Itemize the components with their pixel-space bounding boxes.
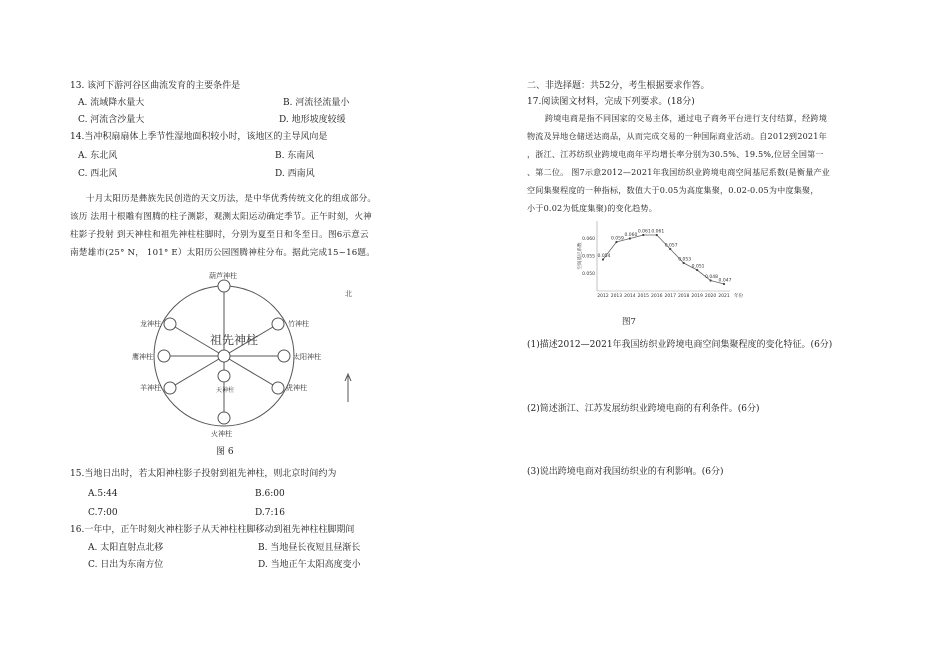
data-label: 0.054 [597,254,611,259]
pillar-right-mid [278,350,290,362]
pillar-center [218,350,230,362]
x-tick-label: 2020 [704,294,717,299]
data-label: 0.061 [651,229,665,235]
q13-stem: 13. 该河下游河谷区曲流发育的主要条件是 [70,81,241,91]
data-label: 0.051 [691,264,705,270]
center-pillar-label: 祖先神柱 [210,333,259,347]
x-tick-label: 2016 [651,294,663,299]
q15-stem: 15.当地日出时，若太阳神柱影子投射到祖先神柱，则北京时间约为 [70,469,337,479]
x-tick-label: 2013 [610,294,623,299]
q14-option-a: A. 东北风 [78,151,118,161]
figure-7-chart [575,213,755,303]
material-line: 跨境电商是指不同国家的交易主体，通过电子商务平台进行支付结算，经跨境 [545,113,827,123]
pillar-label-right-upper: 竹神柱 [288,320,309,328]
pillar-top [218,280,230,292]
pillar-bottom [218,412,230,424]
pillar-right-upper [272,318,284,330]
pillar-label-left-upper: 龙神柱 [140,320,161,328]
q13-option-d: D. 地形坡度较缓 [279,115,346,125]
data-labels [598,229,732,284]
data-label: 0.047 [718,278,732,284]
pillar-label-inner: 天神柱 [216,387,235,394]
q14-option-d: D. 西南风 [275,169,315,179]
figure-7-caption: 图7 [622,317,636,327]
data-label: 0.060 [624,233,638,238]
figure-6-diagram [120,272,380,448]
y-tick-label: 0.055 [582,254,595,260]
pillar-label-top: 葫芦神柱 [209,272,237,280]
data-label: 0.059 [610,236,624,242]
data-label: 0.048 [705,275,719,280]
q14-option-c: C. 西北风 [78,169,118,179]
north-label: 北 [345,290,352,298]
pillar-left-mid [158,350,170,362]
y-tick-label: 0.050 [582,272,595,277]
q15-option-b: B.6:00 [255,489,285,499]
q15-option-d: D.7:16 [255,508,285,518]
q13-option-a: A. 流域降水量大 [78,98,145,108]
intro-line: 十月太阳历是彝族先民创造的天文历法，是中华优秀传统文化的组成部分。 [86,194,377,204]
material-line: 、第二位。 图7示意2012—2021年我国纺织业跨境电商空间基尼系数(是衡量产业 [527,167,831,177]
material-line: 空间集聚程度的一种指标，数值大于0.05为高度集聚，0.02-0.05为中度集聚， [527,185,819,195]
q17-heading: 17.阅读图文材料，完成下列要求。(18分) [527,97,695,107]
q16-stem: 16.一年中，正午时刻火神柱影子从天神柱柱脚移动到祖先神柱柱脚期间 [70,525,355,535]
q16-option-a: A. 太阳直射点北移 [88,543,164,553]
q14-stem: 14.当冲积扇扇体上季节性湿地面积较小时，该地区的主导风向是 [70,132,328,142]
pillar-label-left-mid: 鹰神柱 [132,353,153,361]
intro-line: 该历 法用十根雕有图腾的柱子测影，观测太阳运动确定季节。正午时刻，火神 [70,212,372,222]
material-line: ，浙江、江苏纺织业跨境电商年平均增长率分别为30.5%、19.5%,位居全国第一 [527,149,824,159]
x-tick-label: 2018 [677,294,690,299]
section-heading: 二、非选择题：共52分，考生根据要求作答。 [527,81,710,91]
pillar-label-right-mid: 太阳神柱 [293,353,321,361]
intro-line: 柱影子投射 到天神柱和祖先神柱柱脚时，分别为夏至日和冬至日。图6示意云 [70,230,369,240]
q16-option-b: B. 当地昼长夜短且昼渐长 [258,543,361,553]
q17-sub3: (3)说出跨境电商对我国纺织业的有利影响。(6分) [527,467,724,477]
q16-option-c: C. 日出为东南方位 [88,560,164,570]
y-axis-label: 空间基尼系数 [578,242,583,270]
pillar-label-bottom: 火神柱 [211,430,232,438]
material-line: 物流及异地仓储送达商品，从而完成交易的一种国际商业活动。自2012到2021年 [527,131,827,141]
q13-option-c: C. 河流含沙量大 [78,115,145,125]
q16-option-d: D. 当地正午太阳高度变小 [258,560,361,570]
q13-option-b: B. 河流径流量小 [283,98,350,108]
q15-option-a: A.5:44 [88,489,118,499]
intro-paragraph [70,190,376,262]
q17-sub1: (1)描述2012—2021年我国纺织业跨境电商空间集聚程度的变化特征。(6分) [527,340,833,350]
pillar-left-lower [164,382,176,394]
pillar-inner [218,370,230,382]
material-line: 小于0.02为低度集聚)的变化趋势。 [527,203,657,213]
q17-sub2: (2)简述浙江、江苏发展纺织业跨境电商的有利条件。(6分) [527,404,760,414]
data-label: 0.053 [678,257,692,263]
data-label: 0.061 [637,229,651,235]
data-label: 0.057 [664,243,678,249]
q15-option-c: C.7:00 [88,508,118,518]
figure-6-caption: 图 6 [216,447,234,457]
q17-material [527,109,830,217]
pillar-label-left-lower: 羊神柱 [140,384,161,392]
q14-option-b: B. 东南风 [275,151,315,161]
x-tick-label: 2017 [664,294,676,299]
x-axis-label: 年份 [734,294,743,299]
y-tick-labels [582,236,595,277]
pillar-label-right-lower: 虎神柱 [286,384,307,392]
x-tick-label: 2014 [624,294,636,299]
pillar-right-lower [272,382,284,394]
intro-line: 南楚雄市(25° N， 101° E）太阳历公园图腾神柱分布。据此完成15~16题。 [70,248,375,258]
x-tick-label: 2021 [718,294,730,299]
x-tick-label: 2012 [597,294,609,299]
x-tick-label: 2019 [691,294,703,299]
y-tick-label: 0.060 [582,237,595,242]
pillar-left-upper [164,318,176,330]
x-tick-labels [597,293,730,299]
x-tick-label: 2015 [637,294,650,299]
